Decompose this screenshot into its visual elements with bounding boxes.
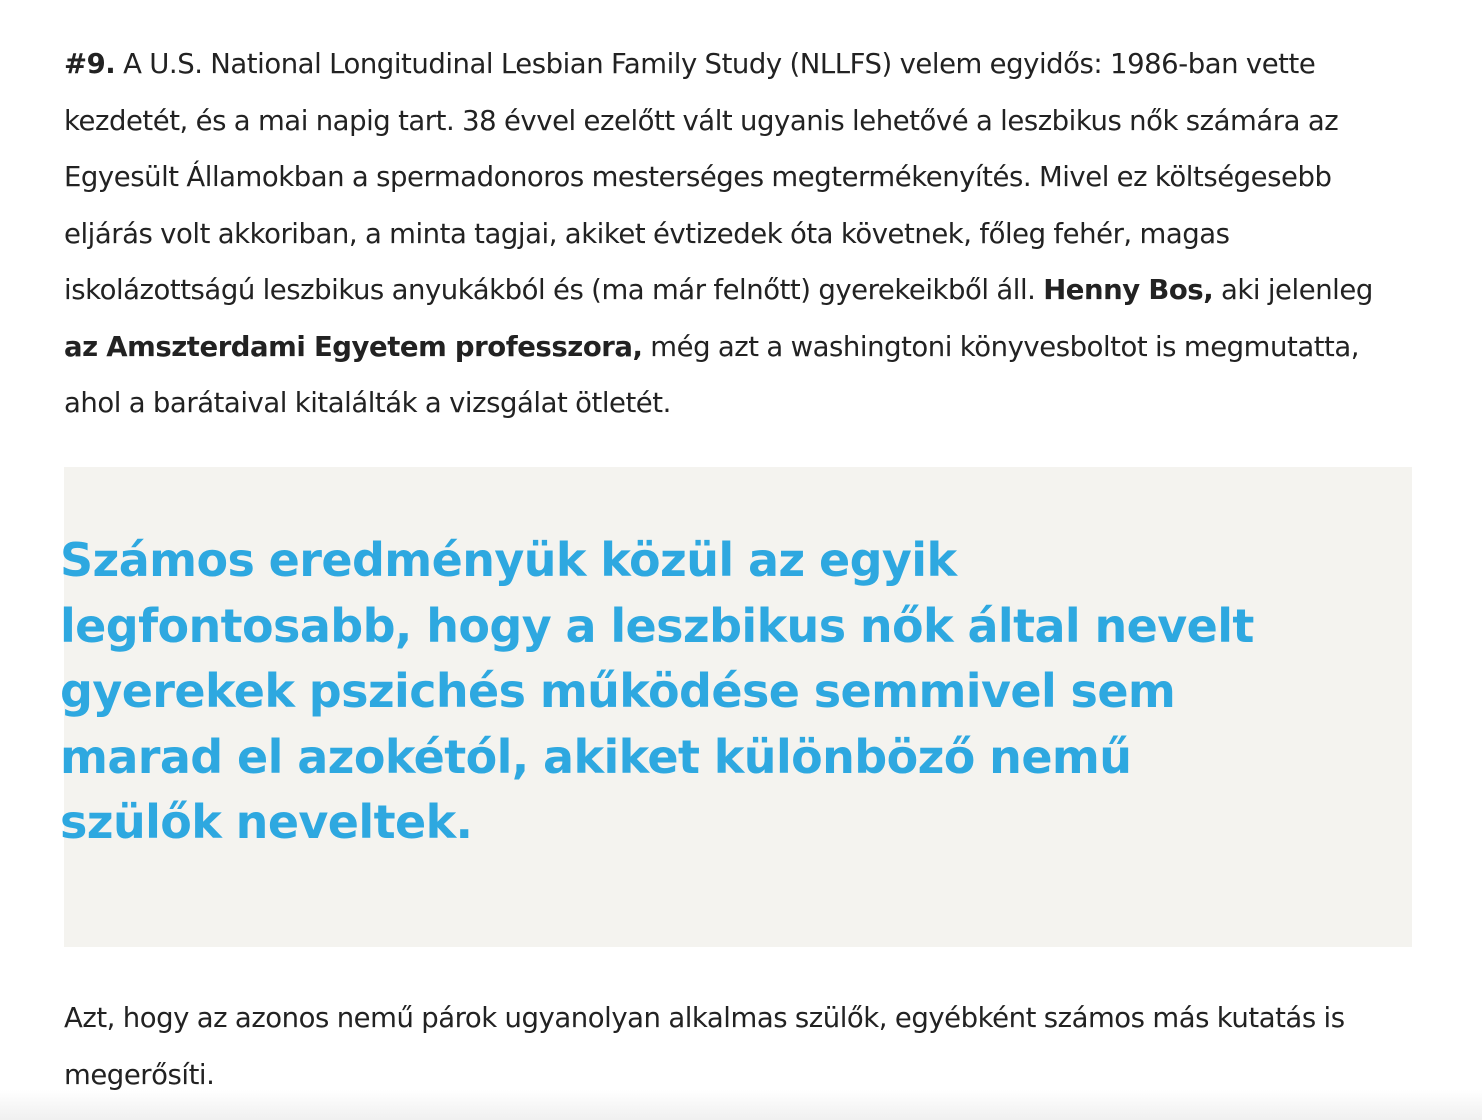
paragraph-text: aki jelenleg bbox=[1213, 274, 1373, 306]
pullquote-text: Számos eredményük közül az egyik legfontosabb, hogy a leszbikus nők által nevelt gyerekek pszichés működése semmivel sem marad el azokétól, akiket különböző nemű szülők neveltek. bbox=[60, 533, 1254, 849]
article-paragraph-2: Azt, hogy az azonos nemű párok ugyanolyan alkalmas szülők, egyébként számos más kutatás is megerősíti. bbox=[64, 1002, 1345, 1091]
bottom-fade bbox=[0, 1090, 1482, 1120]
person-affiliation: az Amszterdami Egyetem professzora, bbox=[64, 330, 643, 363]
article-paragraph-1 bbox=[64, 36, 1412, 432]
paragraph-text: még azt a washingtoni könyvesboltot is megmutatta, ahol a barátaival kitalálták a vizsgálat ötletét. bbox=[64, 330, 1360, 419]
item-number: #9. bbox=[64, 48, 116, 80]
paragraph-text: A U.S. National Longitudinal Lesbian Family Study (NLLFS) velem egyidős: 1986-ban vette kezdetét, és a mai napig tart. 38 évvel ezelőtt vált ugyanis lehetővé a leszbikus nők számára az Egyesült Államokban a spermadonoros mesterséges megtermékenyítés. Mivel ez költségesebb eljárás volt akkoriban, a minta tagjai, akiket évtizedek óta követnek, főleg fehér, magas iskolázottságú leszbikus anyukákból és (ma már felnőtt) gyerekeikből áll. bbox=[64, 48, 1339, 306]
person-name: Henny Bos, bbox=[1043, 274, 1214, 306]
